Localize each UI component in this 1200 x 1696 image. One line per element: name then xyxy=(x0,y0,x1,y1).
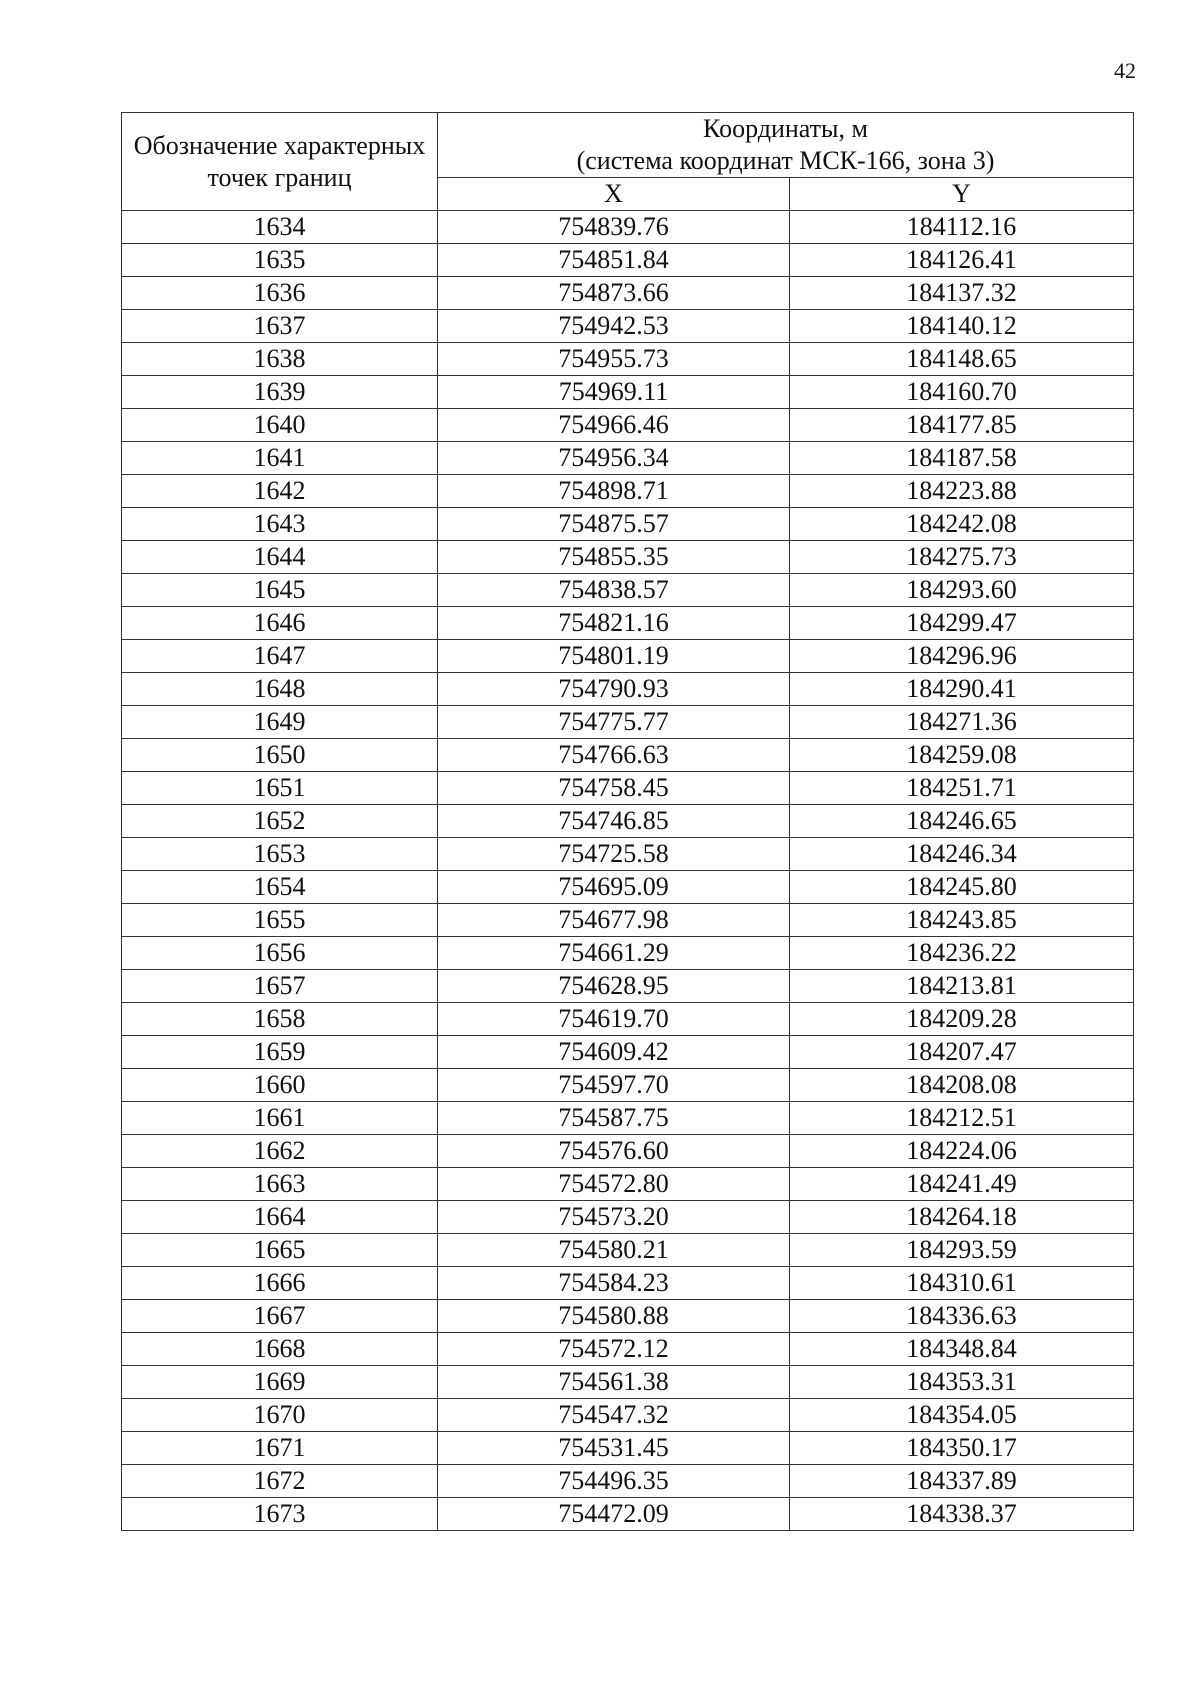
cell-point-id: 1634 xyxy=(122,211,438,244)
table-row xyxy=(122,1135,1134,1168)
table-row xyxy=(122,871,1134,904)
cell-y: 184223.88 xyxy=(790,475,1134,508)
cell-point-id: 1635 xyxy=(122,244,438,277)
table-row xyxy=(122,937,1134,970)
cell-x: 754838.57 xyxy=(438,574,790,607)
cell-y: 184137.32 xyxy=(790,277,1134,310)
cell-point-id: 1638 xyxy=(122,343,438,376)
table-row xyxy=(122,541,1134,574)
cell-y: 184296.96 xyxy=(790,640,1134,673)
cell-x: 754695.09 xyxy=(438,871,790,904)
cell-point-id: 1647 xyxy=(122,640,438,673)
cell-point-id: 1655 xyxy=(122,904,438,937)
table-row xyxy=(122,904,1134,937)
table-row xyxy=(122,508,1134,541)
table-row xyxy=(122,1168,1134,1201)
cell-point-id: 1670 xyxy=(122,1399,438,1432)
cell-point-id: 1643 xyxy=(122,508,438,541)
cell-x: 754725.58 xyxy=(438,838,790,871)
table-row xyxy=(122,640,1134,673)
cell-y: 184208.08 xyxy=(790,1069,1134,1102)
table-row xyxy=(122,211,1134,244)
cell-x: 754775.77 xyxy=(438,706,790,739)
cell-x: 754942.53 xyxy=(438,310,790,343)
cell-point-id: 1642 xyxy=(122,475,438,508)
cell-point-id: 1650 xyxy=(122,739,438,772)
cell-y: 184310.61 xyxy=(790,1267,1134,1300)
cell-x: 754619.70 xyxy=(438,1003,790,1036)
cell-y: 184299.47 xyxy=(790,607,1134,640)
cell-point-id: 1662 xyxy=(122,1135,438,1168)
cell-x: 754966.46 xyxy=(438,409,790,442)
cell-point-id: 1669 xyxy=(122,1366,438,1399)
cell-x: 754573.20 xyxy=(438,1201,790,1234)
cell-y: 184242.08 xyxy=(790,508,1134,541)
table-row xyxy=(122,1234,1134,1267)
cell-x: 754855.35 xyxy=(438,541,790,574)
cell-x: 754801.19 xyxy=(438,640,790,673)
table-row xyxy=(122,1267,1134,1300)
cell-y: 184337.89 xyxy=(790,1465,1134,1498)
cell-point-id: 1668 xyxy=(122,1333,438,1366)
cell-point-id: 1658 xyxy=(122,1003,438,1036)
cell-point-id: 1641 xyxy=(122,442,438,475)
cell-x: 754661.29 xyxy=(438,937,790,970)
cell-point-id: 1672 xyxy=(122,1465,438,1498)
cell-point-id: 1651 xyxy=(122,772,438,805)
cell-x: 754758.45 xyxy=(438,772,790,805)
cell-point-id: 1648 xyxy=(122,673,438,706)
cell-point-id: 1664 xyxy=(122,1201,438,1234)
cell-y: 184264.18 xyxy=(790,1201,1134,1234)
cell-x: 754851.84 xyxy=(438,244,790,277)
table-row xyxy=(122,673,1134,706)
table-row xyxy=(122,574,1134,607)
header-y: Y xyxy=(790,178,1134,211)
cell-y: 184212.51 xyxy=(790,1102,1134,1135)
cell-point-id: 1661 xyxy=(122,1102,438,1135)
cell-x: 754955.73 xyxy=(438,343,790,376)
cell-x: 754561.38 xyxy=(438,1366,790,1399)
cell-y: 184213.81 xyxy=(790,970,1134,1003)
cell-x: 754969.11 xyxy=(438,376,790,409)
header-coordinates xyxy=(438,113,1134,178)
table-row xyxy=(122,739,1134,772)
cell-point-id: 1673 xyxy=(122,1498,438,1531)
cell-x: 754628.95 xyxy=(438,970,790,1003)
cell-y: 184148.65 xyxy=(790,343,1134,376)
cell-x: 754580.88 xyxy=(438,1300,790,1333)
cell-y: 184246.34 xyxy=(790,838,1134,871)
table-row xyxy=(122,376,1134,409)
table-row xyxy=(122,1432,1134,1465)
cell-y: 184187.58 xyxy=(790,442,1134,475)
header-coordinate-system: (система координат МСК-166, зона 3) xyxy=(576,146,995,175)
header-coordinates-title: Координаты, м xyxy=(703,114,868,143)
cell-y: 184207.47 xyxy=(790,1036,1134,1069)
table-row xyxy=(122,244,1134,277)
cell-x: 754572.12 xyxy=(438,1333,790,1366)
cell-point-id: 1652 xyxy=(122,805,438,838)
table-row xyxy=(122,1366,1134,1399)
cell-x: 754547.32 xyxy=(438,1399,790,1432)
cell-x: 754746.85 xyxy=(438,805,790,838)
cell-y: 184275.73 xyxy=(790,541,1134,574)
cell-y: 184293.60 xyxy=(790,574,1134,607)
table-row xyxy=(122,607,1134,640)
table-row xyxy=(122,1465,1134,1498)
table-header xyxy=(122,113,1134,211)
cell-x: 754576.60 xyxy=(438,1135,790,1168)
cell-x: 754956.34 xyxy=(438,442,790,475)
table-row xyxy=(122,1069,1134,1102)
table-row xyxy=(122,1201,1134,1234)
cell-x: 754472.09 xyxy=(438,1498,790,1531)
cell-x: 754898.71 xyxy=(438,475,790,508)
cell-y: 184112.16 xyxy=(790,211,1134,244)
cell-x: 754584.23 xyxy=(438,1267,790,1300)
table-row xyxy=(122,838,1134,871)
cell-point-id: 1646 xyxy=(122,607,438,640)
table-row xyxy=(122,1498,1134,1531)
table-row xyxy=(122,310,1134,343)
cell-y: 184353.31 xyxy=(790,1366,1134,1399)
cell-y: 184348.84 xyxy=(790,1333,1134,1366)
table-row xyxy=(122,442,1134,475)
cell-y: 184251.71 xyxy=(790,772,1134,805)
cell-x: 754875.57 xyxy=(438,508,790,541)
cell-x: 754531.45 xyxy=(438,1432,790,1465)
table-row xyxy=(122,772,1134,805)
table-row xyxy=(122,1003,1134,1036)
cell-x: 754677.98 xyxy=(438,904,790,937)
cell-point-id: 1660 xyxy=(122,1069,438,1102)
cell-x: 754597.70 xyxy=(438,1069,790,1102)
cell-y: 184354.05 xyxy=(790,1399,1134,1432)
cell-y: 184224.06 xyxy=(790,1135,1134,1168)
cell-x: 754587.75 xyxy=(438,1102,790,1135)
cell-point-id: 1639 xyxy=(122,376,438,409)
cell-point-id: 1654 xyxy=(122,871,438,904)
cell-point-id: 1649 xyxy=(122,706,438,739)
cell-x: 754572.80 xyxy=(438,1168,790,1201)
table-row xyxy=(122,409,1134,442)
cell-y: 184259.08 xyxy=(790,739,1134,772)
coordinates-table xyxy=(121,112,1134,1531)
cell-point-id: 1666 xyxy=(122,1267,438,1300)
cell-x: 754496.35 xyxy=(438,1465,790,1498)
cell-y: 184241.49 xyxy=(790,1168,1134,1201)
table-row xyxy=(122,475,1134,508)
cell-y: 184126.41 xyxy=(790,244,1134,277)
cell-y: 184293.59 xyxy=(790,1234,1134,1267)
cell-point-id: 1656 xyxy=(122,937,438,970)
cell-point-id: 1659 xyxy=(122,1036,438,1069)
cell-y: 184245.80 xyxy=(790,871,1134,904)
table-row xyxy=(122,1399,1134,1432)
table-row xyxy=(122,1300,1134,1333)
cell-y: 184209.28 xyxy=(790,1003,1134,1036)
cell-point-id: 1645 xyxy=(122,574,438,607)
cell-y: 184140.12 xyxy=(790,310,1134,343)
page-number: 42 xyxy=(1114,58,1136,83)
cell-point-id: 1653 xyxy=(122,838,438,871)
cell-y: 184290.41 xyxy=(790,673,1134,706)
cell-y: 184160.70 xyxy=(790,376,1134,409)
table-row xyxy=(122,1036,1134,1069)
table-row xyxy=(122,970,1134,1003)
table-row xyxy=(122,343,1134,376)
cell-point-id: 1667 xyxy=(122,1300,438,1333)
cell-point-id: 1637 xyxy=(122,310,438,343)
cell-y: 184350.17 xyxy=(790,1432,1134,1465)
cell-point-id: 1640 xyxy=(122,409,438,442)
cell-x: 754766.63 xyxy=(438,739,790,772)
cell-y: 184336.63 xyxy=(790,1300,1134,1333)
cell-y: 184177.85 xyxy=(790,409,1134,442)
cell-point-id: 1636 xyxy=(122,277,438,310)
cell-y: 184236.22 xyxy=(790,937,1134,970)
cell-point-id: 1663 xyxy=(122,1168,438,1201)
cell-x: 754790.93 xyxy=(438,673,790,706)
cell-point-id: 1671 xyxy=(122,1432,438,1465)
table-body xyxy=(122,211,1134,1531)
cell-y: 184246.65 xyxy=(790,805,1134,838)
cell-x: 754821.16 xyxy=(438,607,790,640)
header-x: X xyxy=(438,178,790,211)
table-row xyxy=(122,1102,1134,1135)
table-row xyxy=(122,1333,1134,1366)
cell-y: 184243.85 xyxy=(790,904,1134,937)
cell-point-id: 1665 xyxy=(122,1234,438,1267)
header-point-designation: Обозначение характерных точек границ xyxy=(122,113,438,211)
cell-y: 184271.36 xyxy=(790,706,1134,739)
cell-y: 184338.37 xyxy=(790,1498,1134,1531)
cell-x: 754609.42 xyxy=(438,1036,790,1069)
cell-point-id: 1644 xyxy=(122,541,438,574)
cell-x: 754580.21 xyxy=(438,1234,790,1267)
table-row xyxy=(122,277,1134,310)
table-row xyxy=(122,805,1134,838)
table-row xyxy=(122,706,1134,739)
cell-point-id: 1657 xyxy=(122,970,438,1003)
cell-x: 754873.66 xyxy=(438,277,790,310)
cell-x: 754839.76 xyxy=(438,211,790,244)
